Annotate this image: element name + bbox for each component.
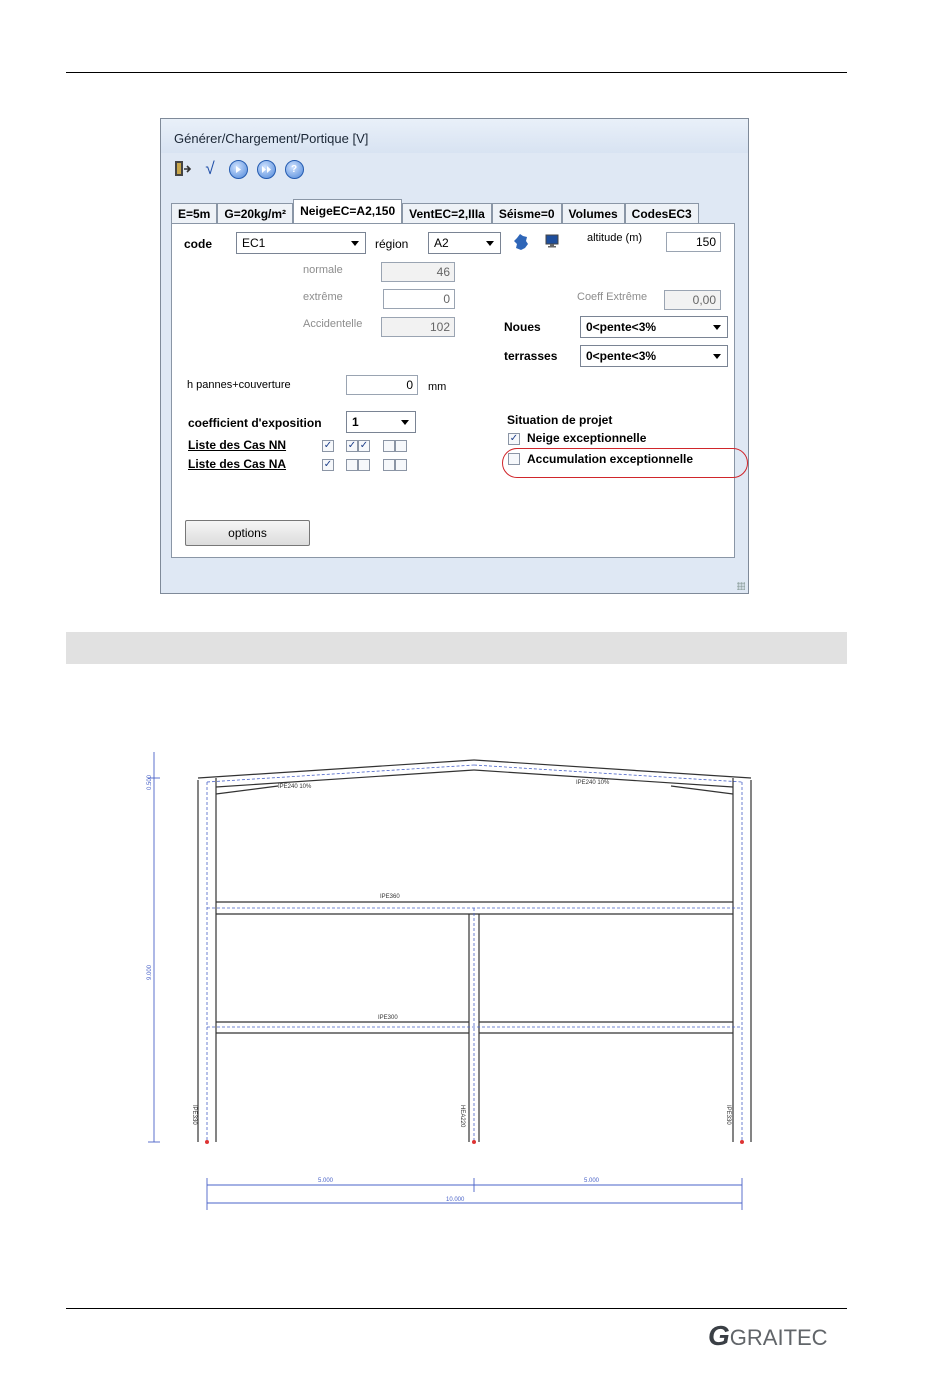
label-col-middle: HEA220 xyxy=(459,1105,465,1128)
label-col-left: IPE330 xyxy=(191,1105,197,1125)
dim-5000-left: 5.000 xyxy=(318,1178,334,1184)
label-rafter-left: IPE240 10% xyxy=(278,784,312,790)
extreme-input[interactable]: 0 xyxy=(383,289,455,309)
na-case-checkbox[interactable] xyxy=(358,459,370,471)
support-middle xyxy=(472,1140,476,1144)
region-label: région xyxy=(375,237,409,251)
nn-case-checkbox[interactable]: ✓ xyxy=(323,440,333,451)
region-value: A2 xyxy=(434,236,449,250)
neige-panel xyxy=(171,223,735,558)
tab-codes[interactable]: CodesEC3 xyxy=(625,203,699,223)
h-pannes-input[interactable]: 0 xyxy=(346,375,418,395)
noues-value: 0<pente<3% xyxy=(586,320,657,334)
terrasses-label: terrasses xyxy=(504,349,558,363)
chevron-down-icon xyxy=(351,241,359,246)
fast-forward-icon[interactable] xyxy=(255,158,277,180)
header-rule xyxy=(66,72,847,73)
coeff-extreme-label: Coeff Extrême xyxy=(577,291,648,303)
nn-case-checkbox[interactable]: ✓ xyxy=(359,440,369,451)
logo-text: GRAITEC xyxy=(729,1325,828,1350)
nn-case-checkbox[interactable] xyxy=(395,440,407,452)
situation-title: Situation de projet xyxy=(507,413,613,427)
altitude-label: altitude (m) xyxy=(587,232,643,244)
terrasses-value: 0<pente<3% xyxy=(586,349,657,363)
altitude-input[interactable]: 150 xyxy=(666,232,721,252)
options-button[interactable]: options xyxy=(185,520,310,546)
accidentelle-field: 102 xyxy=(381,317,455,337)
nn-case-checkbox[interactable]: ✓ xyxy=(347,440,357,451)
france-map-icon[interactable] xyxy=(512,233,530,256)
region-select[interactable] xyxy=(428,232,501,254)
h-pannes-unit: mm xyxy=(428,381,447,393)
accum-exc-label: Accumulation exceptionnelle xyxy=(527,452,694,466)
graitec-logo xyxy=(708,1320,828,1352)
dialog-title: Générer/Chargement/Portique [V] xyxy=(161,119,748,153)
exit-icon[interactable] xyxy=(171,158,193,180)
dialog-window xyxy=(160,118,749,594)
dim-0500: 0.500 xyxy=(147,774,153,790)
dim-9000: 9.000 xyxy=(147,964,153,980)
frame-svg xyxy=(118,730,783,1215)
chevron-down-icon xyxy=(713,354,721,359)
tab-vent[interactable]: VentEC=2,IIIa xyxy=(402,203,492,223)
tab-volumes[interactable]: Volumes xyxy=(562,203,625,223)
neige-exc-label: Neige exceptionnelle xyxy=(527,431,647,445)
code-label: code xyxy=(184,237,213,251)
logo-mark: G xyxy=(708,1320,730,1351)
na-case-checkbox[interactable] xyxy=(346,459,358,471)
liste-na-link[interactable]: Liste des Cas NA xyxy=(188,457,287,471)
section-band xyxy=(66,632,847,664)
neige-exc-checkbox[interactable]: ✓ xyxy=(509,433,519,444)
na-case-checkbox[interactable] xyxy=(395,459,407,471)
monitor-icon[interactable] xyxy=(544,233,560,254)
label-beam-upper: IPE360 xyxy=(380,894,400,900)
frame-drawing xyxy=(118,730,783,1215)
coef-expo-value: 1 xyxy=(352,415,359,429)
support-right xyxy=(740,1140,744,1144)
label-rafter-right: IPE240 10% xyxy=(576,780,610,786)
help-icon[interactable]: ? xyxy=(283,158,305,180)
tab-g[interactable]: G=20kg/m² xyxy=(217,203,293,223)
tab-neige[interactable]: NeigeEC=A2,150 xyxy=(293,199,402,223)
chevron-down-icon xyxy=(713,325,721,330)
noues-select[interactable] xyxy=(580,316,728,338)
chevron-down-icon xyxy=(401,420,409,425)
dim-5000-right: 5.000 xyxy=(584,1178,600,1184)
next-icon[interactable] xyxy=(227,158,249,180)
resize-grip-icon[interactable] xyxy=(737,582,745,590)
tab-bar xyxy=(171,201,699,223)
support-left xyxy=(205,1140,209,1144)
chevron-down-icon xyxy=(486,241,494,246)
code-select[interactable] xyxy=(236,232,366,254)
tab-e[interactable]: E=5m xyxy=(171,203,217,223)
extreme-label: extrême xyxy=(303,291,343,303)
label-beam-lower: IPE300 xyxy=(378,1015,398,1021)
coef-expo-label: coefficient d'exposition xyxy=(188,416,322,430)
normale-field: 46 xyxy=(381,262,455,282)
noues-label: Noues xyxy=(504,320,541,334)
normale-label: normale xyxy=(303,264,343,276)
tab-seisme[interactable]: Séisme=0 xyxy=(492,203,562,223)
code-value: EC1 xyxy=(242,236,266,250)
nn-case-checkbox[interactable] xyxy=(383,440,395,452)
toolbar xyxy=(171,155,305,183)
na-case-checkbox[interactable] xyxy=(383,459,395,471)
na-case-checkbox[interactable]: ✓ xyxy=(323,459,333,470)
footer-rule xyxy=(66,1308,847,1309)
dim-10000: 10.000 xyxy=(446,1197,465,1203)
coeff-extreme-field: 0,00 xyxy=(664,290,721,310)
accum-exc-checkbox[interactable] xyxy=(508,453,520,465)
terrasses-select[interactable] xyxy=(580,345,728,367)
h-pannes-label: h pannes+couverture xyxy=(187,379,291,391)
label-col-right: IPE330 xyxy=(725,1105,731,1125)
check-icon[interactable]: √ xyxy=(205,159,215,178)
liste-nn-link[interactable]: Liste des Cas NN xyxy=(188,438,287,452)
accidentelle-label: Accidentelle xyxy=(303,318,363,330)
coef-expo-select[interactable] xyxy=(346,411,416,433)
